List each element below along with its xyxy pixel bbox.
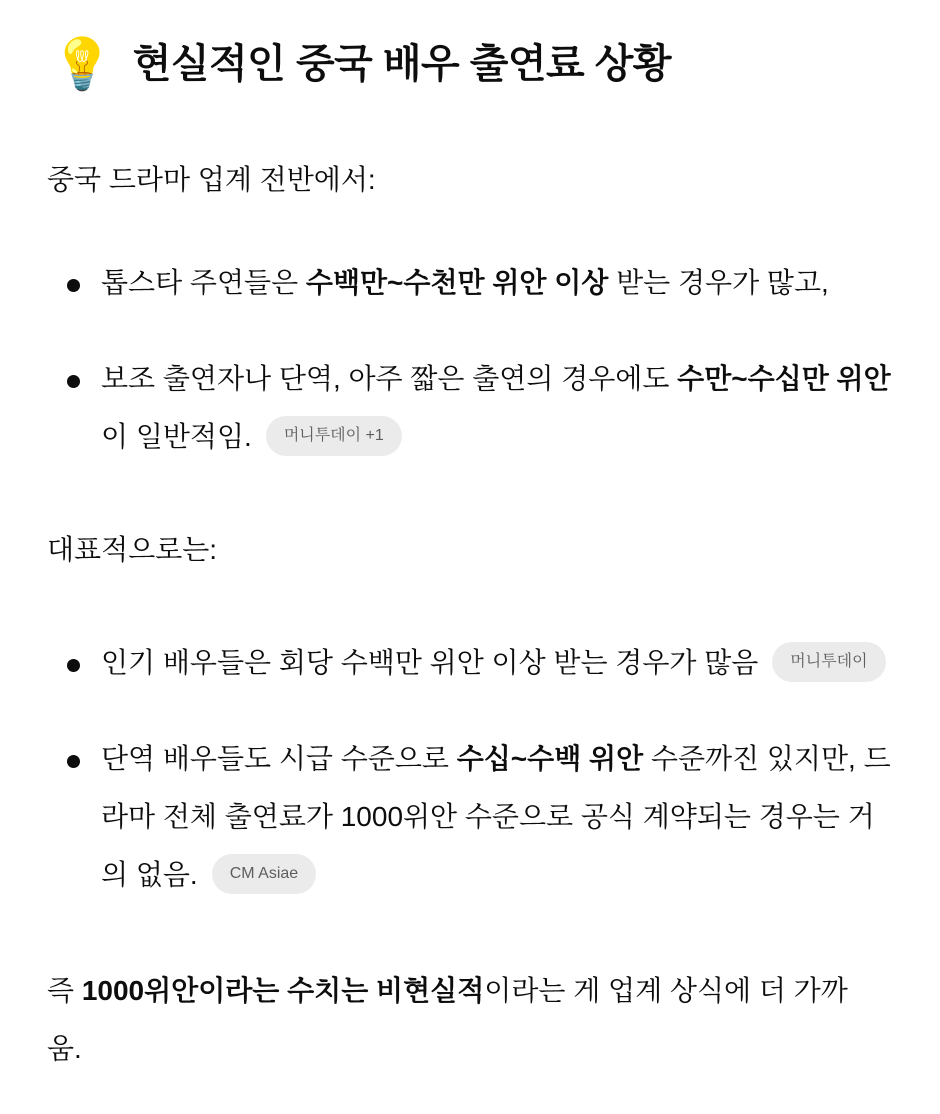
list-item: [67, 254, 893, 312]
conclusion-text: 이라는 게 업계 상식에 더 가까움.: [47, 975, 848, 1064]
list-item-text: 이 일반적임.: [101, 421, 252, 452]
middle-paragraph: 대표적으로는:: [47, 534, 218, 565]
page-title-text: 현실적인 중국 배우 출연료 상황: [132, 42, 672, 86]
list-item-text-bold: 수십~수백 위안: [456, 743, 644, 774]
bullet-dot-icon: [67, 375, 80, 388]
lightbulb-emoji-icon: 💡: [51, 36, 113, 92]
bullet-dot-icon: [67, 755, 80, 768]
citation-badge[interactable]: 머니투데이: [772, 642, 885, 682]
list-item-text: 받는 경우가 많고,: [608, 267, 829, 298]
list-item: [67, 730, 893, 904]
list-item-text-bold: 수백만~수천만 위안 이상: [305, 267, 609, 298]
list-item: [67, 634, 893, 692]
list-item-text-bold: 수만~수십만 위안: [677, 363, 891, 394]
list-item-text: 수준까진 있지만, 드라마 전체 출연료가 1000위안 수준으로 공식 계약되는 경우는 거의 없음.: [101, 743, 891, 890]
list-item-text: 보조 출연자나 단역, 아주 짧은 출연의 경우에도: [101, 363, 678, 394]
citation-badge[interactable]: CM Asiae: [212, 854, 316, 894]
conclusion-paragraph: [47, 962, 877, 1078]
page-title: [51, 30, 893, 98]
intro-paragraph: 중국 드라마 업계 전반에서:: [47, 164, 376, 195]
list-item-text: 단역 배우들도 시급 수준으로: [101, 743, 457, 774]
list-item-text: 톱스타 주연들은: [101, 267, 306, 298]
conclusion-text: 즉: [47, 975, 82, 1006]
list-item-text: 인기 배우들은 회당 수백만 위안 이상 받는 경우가 많음: [101, 647, 759, 678]
examples-bullet-list: [47, 634, 893, 904]
bullet-dot-icon: [67, 659, 80, 672]
citation-badge[interactable]: 머니투데이 +1: [266, 416, 402, 456]
list-item: [67, 350, 893, 466]
bullet-dot-icon: [67, 279, 80, 292]
conclusion-text-bold: 1000위안이라는 수치는 비현실적: [81, 975, 485, 1006]
overview-bullet-list: [47, 254, 893, 466]
